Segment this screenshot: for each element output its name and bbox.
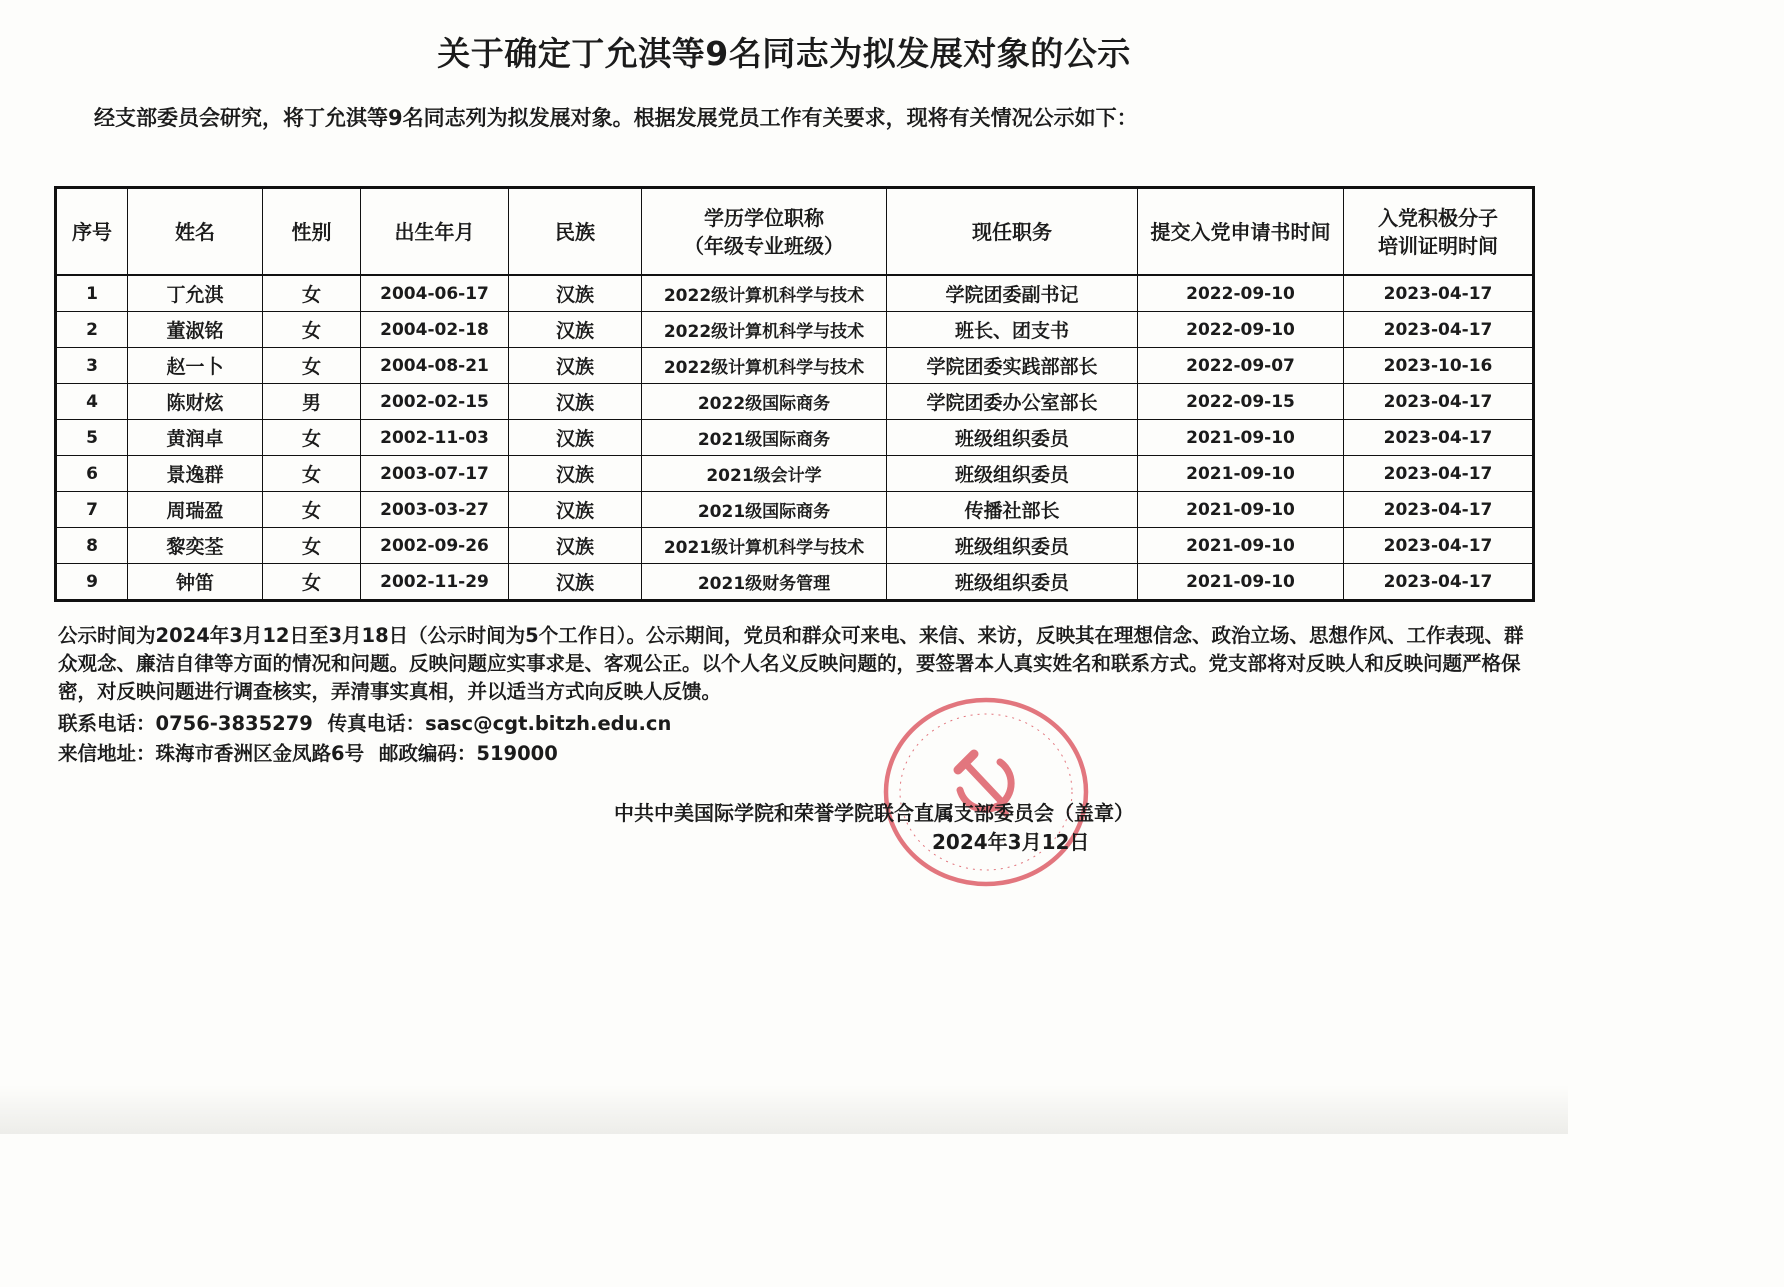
table-row xyxy=(56,348,1534,384)
cell-ethnicity: 汉族 xyxy=(509,456,642,492)
party-seal-stamp xyxy=(876,692,1096,892)
cell-position: 班级组织委员 xyxy=(887,420,1138,456)
cell-position: 班级组织委员 xyxy=(887,528,1138,564)
cell-application-date: 2021-09-10 xyxy=(1138,564,1344,601)
cell-seq: 2 xyxy=(56,312,128,348)
cell-gender: 女 xyxy=(263,528,361,564)
cell-ethnicity: 汉族 xyxy=(509,528,642,564)
table-body xyxy=(56,275,1534,601)
fax-label: 传真电话： xyxy=(327,712,426,735)
cell-training-date: 2023-04-17 xyxy=(1344,564,1534,601)
cell-seq: 4 xyxy=(56,384,128,420)
cell-gender: 女 xyxy=(263,312,361,348)
cell-education: 2021级计算机科学与技术 xyxy=(642,528,887,564)
cell-training-date: 2023-10-16 xyxy=(1344,348,1534,384)
cell-seq: 9 xyxy=(56,564,128,601)
cell-education: 2021级会计学 xyxy=(642,456,887,492)
header-birth: 出生年月 xyxy=(361,188,509,276)
cell-position: 学院团委实践部部长 xyxy=(887,348,1138,384)
table-row xyxy=(56,528,1534,564)
cell-application-date: 2021-09-10 xyxy=(1138,492,1344,528)
cell-birth: 2002-09-26 xyxy=(361,528,509,564)
cell-gender: 女 xyxy=(263,275,361,312)
cell-name: 黄润卓 xyxy=(128,420,263,456)
address-label: 来信地址： xyxy=(58,742,156,765)
postcode-label: 邮政编码： xyxy=(378,742,477,765)
header-training-line1: 入党积极分子 xyxy=(1378,205,1498,230)
contact-line-address xyxy=(58,738,566,766)
cell-position: 传播社部长 xyxy=(887,492,1138,528)
cell-ethnicity: 汉族 xyxy=(509,312,642,348)
fax-value: sasc@cgt.bitzh.edu.cn xyxy=(425,712,672,735)
cell-name: 钟笛 xyxy=(128,564,263,601)
cell-birth: 2003-07-17 xyxy=(361,456,509,492)
cell-name: 黎奕荃 xyxy=(128,528,263,564)
table-row xyxy=(56,420,1534,456)
phone-number: 0756-3835279 xyxy=(155,712,313,735)
cell-seq: 3 xyxy=(56,348,128,384)
cell-education: 2022级国际商务 xyxy=(642,384,887,420)
cell-training-date: 2023-04-17 xyxy=(1344,384,1534,420)
cell-seq: 1 xyxy=(56,275,128,312)
cell-education: 2021级财务管理 xyxy=(642,564,887,601)
cell-ethnicity: 汉族 xyxy=(509,492,642,528)
table-header-row xyxy=(56,188,1534,276)
cell-ethnicity: 汉族 xyxy=(509,275,642,312)
cell-gender: 女 xyxy=(263,348,361,384)
header-application-date: 提交入党申请书时间 xyxy=(1138,188,1344,276)
header-seq: 序号 xyxy=(56,188,128,276)
cell-birth: 2002-11-03 xyxy=(361,420,509,456)
cell-gender: 男 xyxy=(263,384,361,420)
cell-seq: 8 xyxy=(56,528,128,564)
address-value: 珠海市香洲区金凤路6号 xyxy=(155,742,365,765)
cell-application-date: 2022-09-10 xyxy=(1138,275,1344,312)
cell-application-date: 2021-09-10 xyxy=(1138,420,1344,456)
table-row xyxy=(56,456,1534,492)
header-education-line1: 学历学位职称 xyxy=(704,205,824,230)
postcode-value: 519000 xyxy=(476,742,558,765)
cell-application-date: 2021-09-10 xyxy=(1138,456,1344,492)
cell-training-date: 2023-04-17 xyxy=(1344,312,1534,348)
cell-education: 2021级国际商务 xyxy=(642,420,887,456)
cell-gender: 女 xyxy=(263,492,361,528)
cell-education: 2022级计算机科学与技术 xyxy=(642,348,887,384)
cell-gender: 女 xyxy=(263,456,361,492)
cell-position: 班长、团支书 xyxy=(887,312,1138,348)
cell-name: 景逸群 xyxy=(128,456,263,492)
intro-paragraph: 经支部委员会研究，将丁允淇等9名同志列为拟发展对象。根据发展党员工作有关要求，现将有关情况公示如下： xyxy=(94,106,1138,130)
cell-application-date: 2022-09-15 xyxy=(1138,384,1344,420)
header-training xyxy=(1344,188,1534,276)
signature-date: 2024年3月12日 xyxy=(932,830,1090,854)
table-row xyxy=(56,564,1534,601)
cell-training-date: 2023-04-17 xyxy=(1344,275,1534,312)
cell-birth: 2003-03-27 xyxy=(361,492,509,528)
cell-application-date: 2022-09-07 xyxy=(1138,348,1344,384)
cell-position: 学院团委副书记 xyxy=(887,275,1138,312)
cell-birth: 2002-02-15 xyxy=(361,384,509,420)
cell-ethnicity: 汉族 xyxy=(509,420,642,456)
phone-label: 联系电话： xyxy=(58,712,156,735)
header-training-line2: 培训证明时间 xyxy=(1378,233,1498,258)
cell-gender: 女 xyxy=(263,564,361,601)
cell-position: 班级组织委员 xyxy=(887,456,1138,492)
cell-name: 周瑞盈 xyxy=(128,492,263,528)
cell-birth: 2004-02-18 xyxy=(361,312,509,348)
scan-shadow xyxy=(0,1085,1568,1134)
cell-name: 陈财炫 xyxy=(128,384,263,420)
cell-position: 班级组织委员 xyxy=(887,564,1138,601)
header-education-line2: （年级专业班级） xyxy=(684,233,844,258)
document-title: 关于确定丁允淇等9名同志为拟发展对象的公示 xyxy=(437,34,1131,73)
cell-education: 2022级计算机科学与技术 xyxy=(642,275,887,312)
table-row xyxy=(56,312,1534,348)
cell-education: 2022级计算机科学与技术 xyxy=(642,312,887,348)
cell-birth: 2002-11-29 xyxy=(361,564,509,601)
cell-name: 董淑铭 xyxy=(128,312,263,348)
cell-gender: 女 xyxy=(263,420,361,456)
cell-birth: 2004-06-17 xyxy=(361,275,509,312)
table-row xyxy=(56,275,1534,312)
candidate-table xyxy=(54,186,1535,602)
header-name: 姓名 xyxy=(128,188,263,276)
cell-training-date: 2023-04-17 xyxy=(1344,528,1534,564)
header-position: 现任职务 xyxy=(887,188,1138,276)
contact-line-phone xyxy=(58,708,679,736)
table-row xyxy=(56,492,1534,528)
cell-seq: 6 xyxy=(56,456,128,492)
cell-ethnicity: 汉族 xyxy=(509,384,642,420)
cell-name: 赵一卜 xyxy=(128,348,263,384)
cell-training-date: 2023-04-17 xyxy=(1344,420,1534,456)
cell-name: 丁允淇 xyxy=(128,275,263,312)
cell-seq: 5 xyxy=(56,420,128,456)
cell-birth: 2004-08-21 xyxy=(361,348,509,384)
cell-application-date: 2022-09-10 xyxy=(1138,312,1344,348)
header-ethnicity: 民族 xyxy=(509,188,642,276)
cell-ethnicity: 汉族 xyxy=(509,348,642,384)
signature-org: 中共中美国际学院和荣誉学院联合直属支部委员会（盖章） xyxy=(614,801,1134,825)
cell-position: 学院团委办公室部长 xyxy=(887,384,1138,420)
cell-seq: 7 xyxy=(56,492,128,528)
notice-paragraph: 公示时间为2024年3月12日至3月18日（公示时间为5个工作日）。公示期间，党员和群众可来电、来信、来访，反映其在理想信念、政治立场、思想作风、工作表现、群众观念、廉洁自律等方面的情况和问题。反映问题应实事求是、客观公正。以个人名义反映问题的，要签署本人真实姓名和联系方式。党支部将对反映人和反映问题严格保密，对反映问题进行调查核实，弄清事实真相，并以适当方式向反映人反馈。 xyxy=(58,624,1524,703)
cell-education: 2021级国际商务 xyxy=(642,492,887,528)
header-education xyxy=(642,188,887,276)
cell-ethnicity: 汉族 xyxy=(509,564,642,601)
table-row xyxy=(56,384,1534,420)
cell-training-date: 2023-04-17 xyxy=(1344,492,1534,528)
cell-training-date: 2023-04-17 xyxy=(1344,456,1534,492)
header-gender: 性别 xyxy=(263,188,361,276)
cell-application-date: 2021-09-10 xyxy=(1138,528,1344,564)
seal-outer-ring xyxy=(886,700,1086,884)
